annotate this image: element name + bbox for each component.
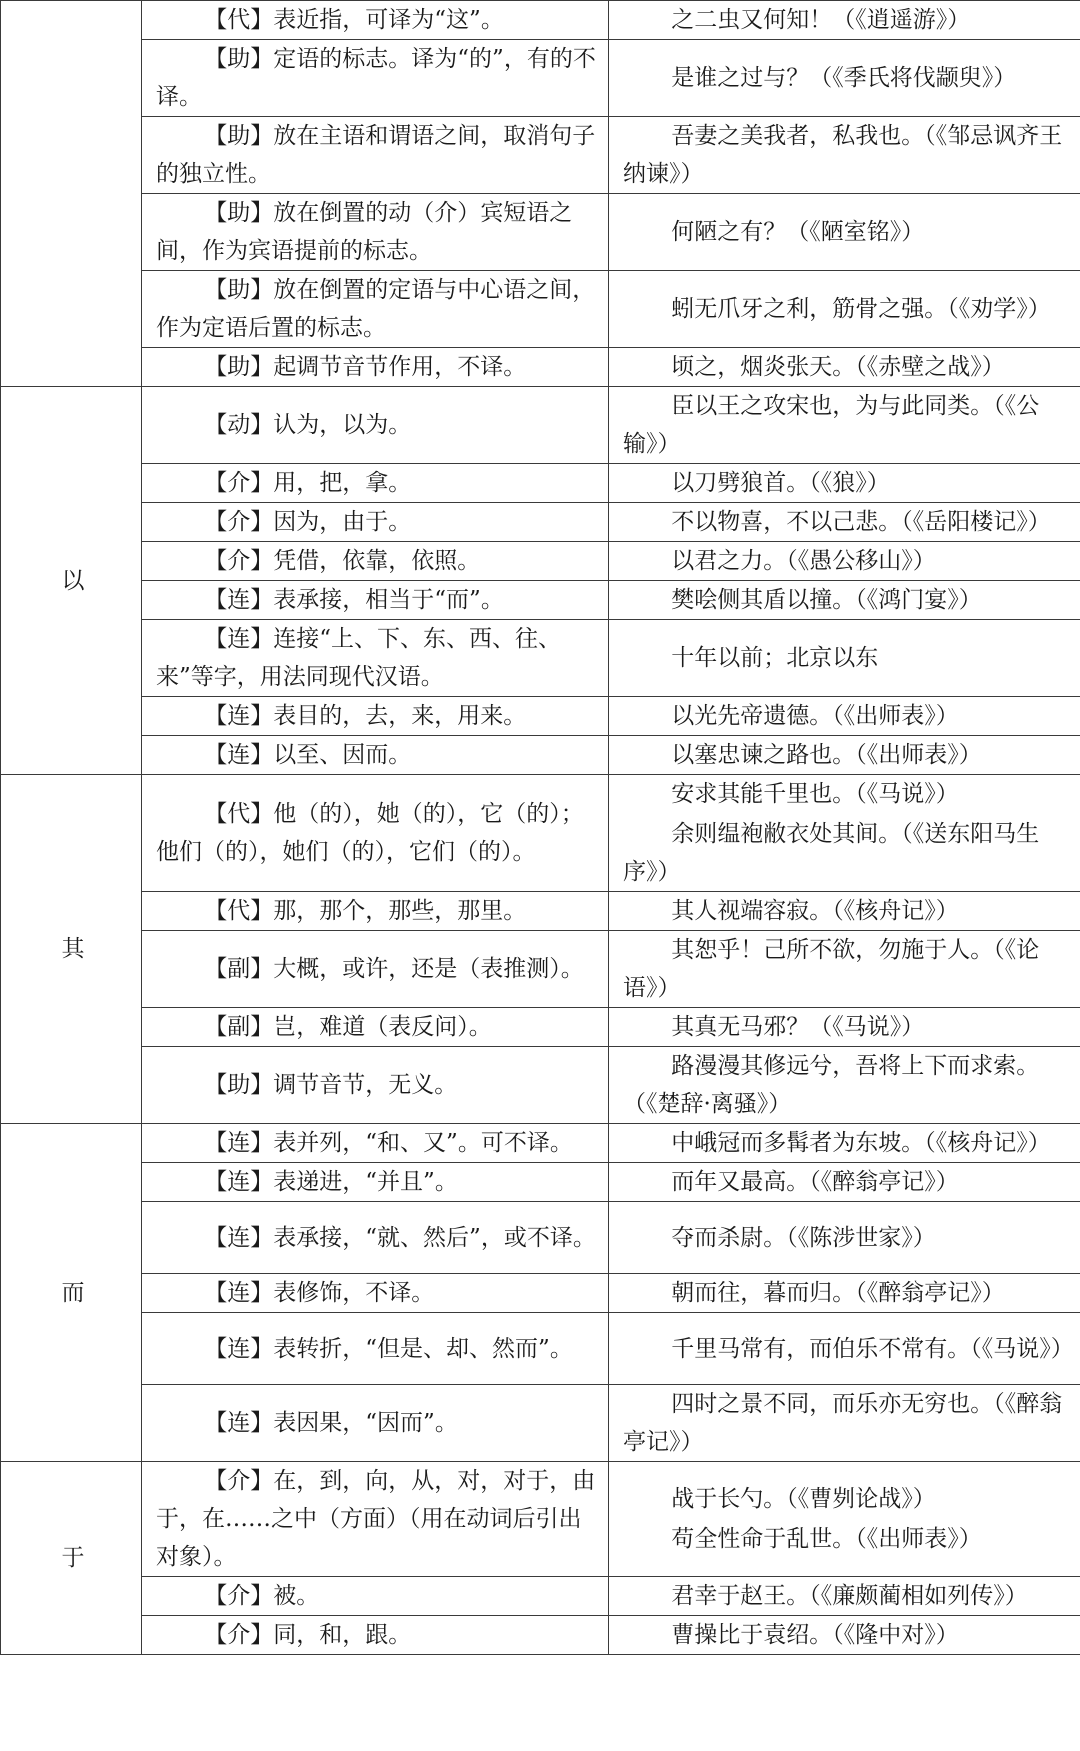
table-row xyxy=(1,1,1080,40)
usage-cell: 【助】调节音节，无义。 xyxy=(142,1047,609,1124)
usage-cell: 【助】放在倒置的定语与中心语之间，作为定语后置的标志。 xyxy=(142,271,609,348)
example-cell xyxy=(609,387,1080,464)
usage-cell: 【连】表承接，“就、然后”，或不译。 xyxy=(142,1202,609,1274)
usage-cell: 【连】表修饰，不译。 xyxy=(142,1274,609,1313)
example-cell xyxy=(609,775,1080,892)
table-row xyxy=(1,697,1080,736)
example-sentence: 曹操比于袁绍。（《隆中对》） xyxy=(671,1622,959,1648)
example-sentence: 其真无马邪？（《马说》） xyxy=(671,1014,925,1040)
example-sentence: 樊哙侧其盾以撞。（《鸿门宴》） xyxy=(671,587,982,613)
example-sentence: 千里马常有，而伯乐不常有。（《马说》） xyxy=(671,1335,1074,1362)
example-cell xyxy=(609,892,1080,931)
example-sentence: 十年以前；北京以东 xyxy=(671,645,879,671)
usage-cell: 【副】岂，难道（表反问）。 xyxy=(142,1008,609,1047)
example-cell xyxy=(609,1047,1080,1124)
example-sentence: 安求其能千里也。（《马说》） xyxy=(671,781,959,807)
example-sentence: 战于长勺。（《曹刿论战》） xyxy=(671,1486,936,1512)
example-sentence: 其恕乎！己所不欲，勿施于人。（《论语》） xyxy=(623,937,1040,1001)
table-body xyxy=(1,1,1080,1655)
table-row xyxy=(1,620,1080,697)
usage-cell: 【助】放在倒置的动（介）宾短语之间，作为宾语提前的标志。 xyxy=(142,194,609,271)
example-sentence: 余则缊袍敝衣处其间。（《送东阳马生序》） xyxy=(623,821,1040,885)
example-cell xyxy=(609,503,1080,542)
example-cell xyxy=(609,464,1080,503)
example-cell xyxy=(609,736,1080,775)
example-cell xyxy=(609,1577,1080,1616)
usage-cell: 【介】同，和，跟。 xyxy=(142,1616,609,1655)
table-row xyxy=(1,1124,1080,1163)
example-cell xyxy=(609,697,1080,736)
table-row xyxy=(1,1385,1080,1462)
example-cell xyxy=(609,1313,1080,1385)
example-cell xyxy=(609,581,1080,620)
table-row xyxy=(1,1313,1080,1385)
usage-cell: 【连】表递进，“并且”。 xyxy=(142,1163,609,1202)
function-word-cell: 其 xyxy=(1,775,142,1124)
example-sentence: 以光先帝遗德。（《出师表》） xyxy=(671,703,959,729)
usage-cell: 【副】大概，或许，还是（表推测）。 xyxy=(142,931,609,1008)
example-sentence: 何陋之有？（《陋室铭》） xyxy=(671,219,925,245)
usage-cell: 【连】以至、因而。 xyxy=(142,736,609,775)
table-row xyxy=(1,1202,1080,1274)
table-row xyxy=(1,1462,1080,1577)
table-row xyxy=(1,542,1080,581)
example-sentence: 以塞忠谏之路也。（《出师表》） xyxy=(671,742,982,768)
example-sentence: 是谁之过与？（《季氏将伐颛臾》） xyxy=(671,65,1017,91)
usage-cell: 【介】凭借，依靠，依照。 xyxy=(142,542,609,581)
table-row xyxy=(1,1008,1080,1047)
table-row xyxy=(1,387,1080,464)
example-sentence: 朝而往，暮而归。（《醉翁亭记》） xyxy=(671,1280,1005,1306)
example-cell xyxy=(609,1274,1080,1313)
example-sentence: 四时之景不同，而乐亦无穷也。（《醉翁亭记》） xyxy=(623,1391,1063,1455)
example-cell xyxy=(609,931,1080,1008)
table-row xyxy=(1,1047,1080,1124)
usage-cell: 【连】表并列，“和、又”。可不译。 xyxy=(142,1124,609,1163)
example-cell xyxy=(609,117,1080,194)
example-sentence: 臣以王之攻宋也，为与此同类。（《公输》） xyxy=(623,393,1040,457)
table-row xyxy=(1,348,1080,387)
function-word-cell: 以 xyxy=(1,387,142,775)
example-cell xyxy=(609,620,1080,697)
example-cell xyxy=(609,1385,1080,1462)
usage-cell: 【连】表承接，相当于“而”。 xyxy=(142,581,609,620)
table-row xyxy=(1,1274,1080,1313)
example-cell xyxy=(609,348,1080,387)
example-sentence: 苟全性命于乱世。（《出师表》） xyxy=(671,1526,982,1552)
example-cell xyxy=(609,194,1080,271)
example-cell xyxy=(609,40,1080,117)
usage-cell: 【连】表转折，“但是、却、然而”。 xyxy=(142,1313,609,1385)
table-row xyxy=(1,271,1080,348)
example-sentence: 夺而杀尉。（《陈涉世家》） xyxy=(671,1224,936,1251)
example-sentence: 之二虫又何知！（《逍遥游》） xyxy=(671,7,971,33)
usage-cell: 【连】连接“上、下、东、西、往、来”等字，用法同现代汉语。 xyxy=(142,620,609,697)
usage-cell: 【介】因为，由于。 xyxy=(142,503,609,542)
example-cell xyxy=(609,1,1080,40)
function-word-cell: 而 xyxy=(1,1124,142,1462)
example-cell xyxy=(609,1008,1080,1047)
example-cell xyxy=(609,1462,1080,1577)
usage-cell: 【助】定语的标志。译为“的”，有的不译。 xyxy=(142,40,609,117)
table-row xyxy=(1,117,1080,194)
example-cell xyxy=(609,542,1080,581)
table-row xyxy=(1,1616,1080,1655)
table-row xyxy=(1,464,1080,503)
table-row xyxy=(1,40,1080,117)
table-row xyxy=(1,775,1080,892)
example-sentence: 中峨冠而多髯者为东坡。（《核舟记》） xyxy=(671,1130,1051,1156)
example-sentence: 以刀劈狼首。（《狼》） xyxy=(671,470,890,496)
example-sentence: 君幸于赵王。（《廉颇蔺相如列传》） xyxy=(671,1583,1028,1609)
example-cell xyxy=(609,1202,1080,1274)
usage-cell: 【代】那，那个，那些，那里。 xyxy=(142,892,609,931)
usage-cell: 【代】表近指，可译为“这”。 xyxy=(142,1,609,40)
usage-cell: 【动】认为，以为。 xyxy=(142,387,609,464)
table-row xyxy=(1,736,1080,775)
usage-cell: 【介】在，到，向，从，对，对于，由于，在……之中（方面）（用在动词后引出对象）。 xyxy=(142,1462,609,1577)
example-sentence: 以君之力。（《愚公移山》） xyxy=(671,548,936,574)
usage-cell: 【介】被。 xyxy=(142,1577,609,1616)
usage-cell: 【连】表目的，去，来，用来。 xyxy=(142,697,609,736)
function-word-cell xyxy=(1,1,142,387)
example-cell xyxy=(609,1124,1080,1163)
example-sentence: 顷之，烟炎张天。（《赤壁之战》） xyxy=(671,354,1005,380)
example-cell xyxy=(609,271,1080,348)
usage-cell: 【介】用，把，拿。 xyxy=(142,464,609,503)
example-sentence: 蚓无爪牙之利，筋骨之强。（《劝学》） xyxy=(671,296,1051,322)
table-row xyxy=(1,503,1080,542)
example-sentence: 不以物喜，不以己悲。（《岳阳楼记》） xyxy=(671,509,1051,535)
table-row xyxy=(1,194,1080,271)
example-sentence: 吾妻之美我者，私我也。（《邹忌讽齐王纳谏》） xyxy=(623,123,1063,187)
function-word-cell: 于 xyxy=(1,1462,142,1655)
example-sentence: 而年又最高。（《醉翁亭记》） xyxy=(671,1169,959,1195)
table-row xyxy=(1,1577,1080,1616)
table-row xyxy=(1,581,1080,620)
usage-cell: 【助】起调节音节作用，不译。 xyxy=(142,348,609,387)
usage-cell: 【代】他（的），她（的），它（的）；他们（的），她们（的），它们（的）。 xyxy=(142,775,609,892)
example-cell xyxy=(609,1163,1080,1202)
example-cell xyxy=(609,1616,1080,1655)
usage-cell: 【助】放在主语和谓语之间，取消句子的独立性。 xyxy=(142,117,609,194)
example-sentence: 路漫漫其修远兮，吾将上下而求索。（《楚辞·离骚》） xyxy=(623,1053,1040,1117)
table-row xyxy=(1,1163,1080,1202)
table-row xyxy=(1,931,1080,1008)
example-sentence: 其人视端容寂。（《核舟记》） xyxy=(671,898,959,924)
table-row xyxy=(1,892,1080,931)
usage-cell: 【连】表因果，“因而”。 xyxy=(142,1385,609,1462)
